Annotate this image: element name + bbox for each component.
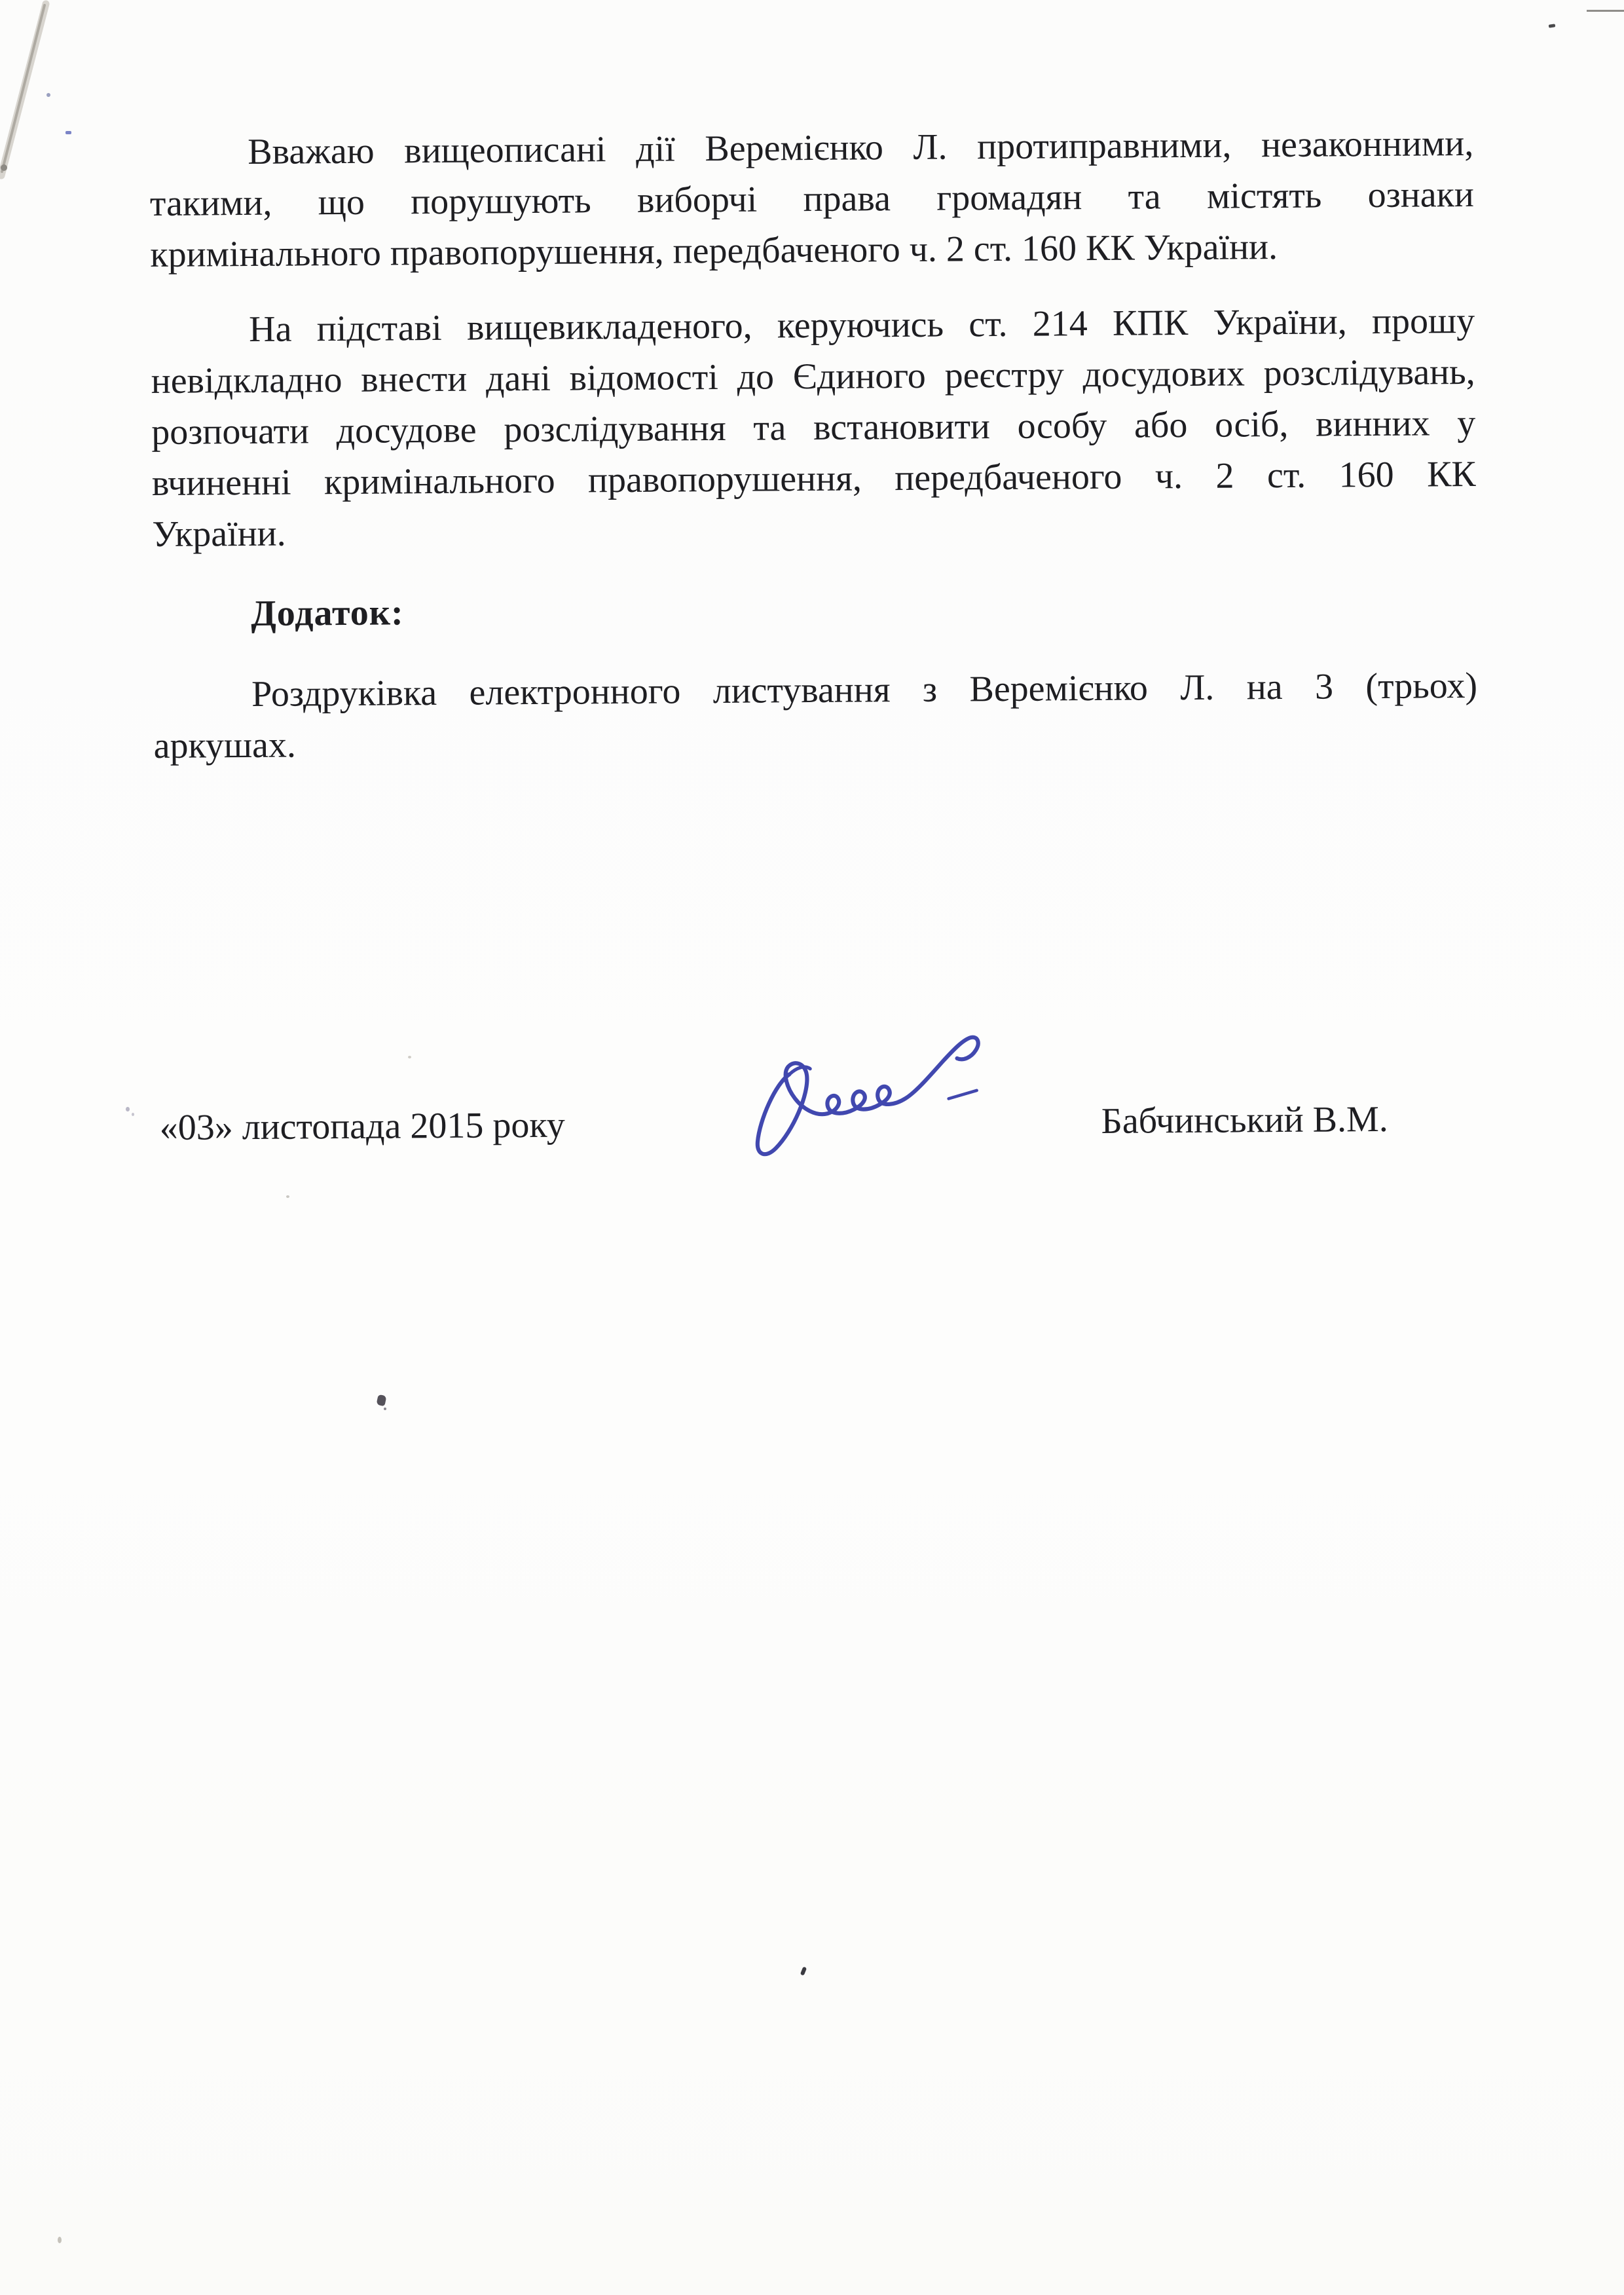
paragraph-opinion-statement: [149, 118, 1475, 280]
scan-speck: [132, 1113, 134, 1116]
paragraph-attachment-description: [153, 660, 1478, 772]
scan-speck: [1549, 24, 1556, 28]
text-line: аркушах.: [153, 724, 297, 767]
paragraph-request-statement: [151, 295, 1477, 560]
text-line: Вважаю вищеописані дії Веремієнко Л. протиправними, незаконними,: [248, 122, 1474, 173]
signature-scribble: [727, 1032, 996, 1172]
text-line: На підставі вищевикладеного, керуючись ст. 214 КПК України, прошу: [248, 300, 1475, 350]
scan-artifact-diagonal-line: [0, 0, 94, 196]
text-line: України.: [152, 513, 286, 555]
attachment-heading: Додаток:: [250, 592, 404, 634]
scan-speck: [126, 1107, 130, 1111]
scan-artifact-top-right-line: [1587, 10, 1624, 12]
scan-speck: [58, 2237, 62, 2243]
document-date: «03» листопада 2015 року: [159, 1104, 565, 1148]
text-line: вчиненні кримінального правопорушення, передбаченого ч. 2 ст. 160 КК: [151, 453, 1476, 504]
signer-name: Бабчинський В.М.: [1101, 1098, 1389, 1142]
scan-speck: [65, 131, 71, 134]
text-line: розпочати досудове розслідування та встановити особу або осіб, винних у: [151, 402, 1476, 453]
text-line: кримінального правопорушення, передбаченого ч. 2 ст. 160 КК України.: [150, 227, 1278, 276]
text-line: Роздруківка електронного листування з Веремієнко Л. на 3 (трьох): [251, 665, 1478, 715]
document-body-text: [149, 118, 1488, 2157]
text-line: невідкладно внести дані відомості до Єдиного реєстру досудових розслідувань,: [151, 351, 1475, 402]
scan-speck: [46, 93, 50, 97]
text-line: такими, що порушують виборчі права громадян та містять ознаки: [149, 174, 1475, 225]
